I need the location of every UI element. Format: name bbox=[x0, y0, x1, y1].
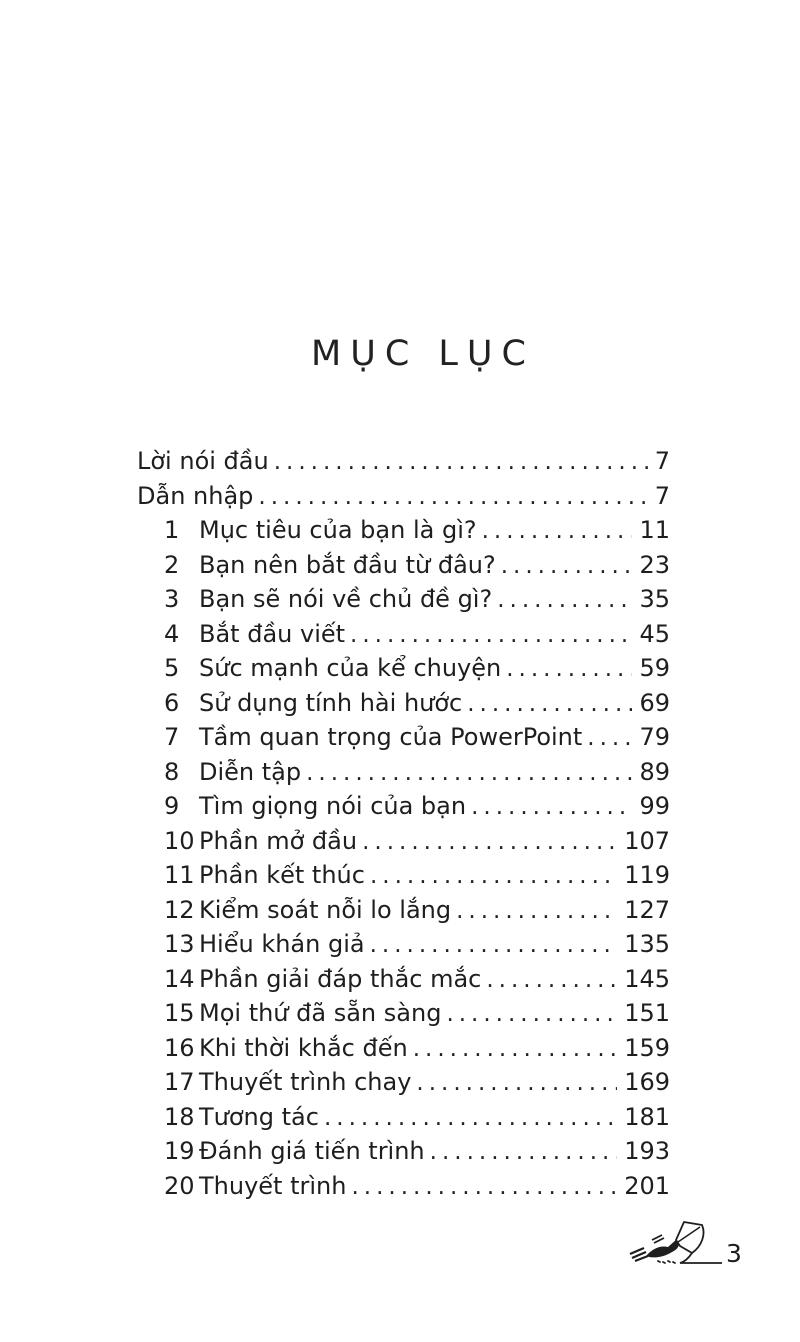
chapter-page-number: 45 bbox=[639, 619, 670, 648]
toc-entry bbox=[137, 1031, 670, 1066]
page-footer bbox=[628, 1216, 748, 1268]
running-figure-doodle-icon bbox=[628, 1218, 724, 1268]
chapter-number: 13 bbox=[164, 930, 195, 958]
dot-leader bbox=[466, 790, 632, 825]
toc-entry bbox=[137, 858, 670, 893]
chapter-number: 5 bbox=[164, 654, 180, 682]
chapter-title: Diễn tập bbox=[199, 757, 302, 786]
toc-entry bbox=[137, 927, 670, 962]
toc-entry bbox=[137, 996, 670, 1031]
chapter-title: Mục tiêu của bạn là gì? bbox=[199, 516, 477, 544]
chapter-page-number: 181 bbox=[624, 1102, 670, 1131]
chapter-title: Tương tác bbox=[199, 1102, 319, 1131]
chapter-number: 19 bbox=[164, 1137, 195, 1165]
chapter-page-number: 159 bbox=[624, 1033, 670, 1062]
chapter-page-number: 11 bbox=[639, 516, 670, 544]
chapter-title: Mọi thứ đã sẵn sàng bbox=[199, 999, 442, 1027]
toc-entry bbox=[137, 548, 670, 583]
chapter-page-number: 35 bbox=[639, 585, 670, 613]
chapter-number: 4 bbox=[164, 619, 180, 648]
chapter-title: Tìm giọng nói của bạn bbox=[199, 792, 467, 820]
chapter-number: 2 bbox=[164, 550, 180, 579]
toc-entry bbox=[137, 1100, 670, 1135]
dot-leader bbox=[269, 445, 648, 480]
chapter-number: 16 bbox=[164, 1033, 195, 1062]
chapter-page-number: 79 bbox=[639, 723, 670, 751]
table-of-contents bbox=[137, 444, 670, 1203]
toc-entry bbox=[137, 1134, 670, 1169]
chapter-page-number: 127 bbox=[624, 895, 670, 924]
chapter-title: Lời nói đầu bbox=[137, 447, 269, 475]
toc-entry bbox=[137, 789, 670, 824]
chapter-number: 11 bbox=[164, 861, 195, 889]
toc-entry bbox=[137, 720, 670, 755]
chapter-number: 9 bbox=[164, 792, 180, 820]
dot-leader bbox=[425, 1135, 618, 1170]
chapter-number: 6 bbox=[164, 688, 180, 717]
chapter-title: Kiểm soát nỗi lo lắng bbox=[199, 895, 452, 924]
chapter-page-number: 145 bbox=[624, 964, 670, 993]
toc-entry bbox=[137, 1065, 670, 1100]
dot-leader bbox=[492, 583, 632, 618]
chapter-page-number: 151 bbox=[624, 999, 670, 1027]
toc-entry bbox=[137, 1169, 670, 1204]
chapter-title: Đánh giá tiến trình bbox=[199, 1137, 425, 1165]
toc-entry bbox=[137, 686, 670, 721]
chapter-number: 3 bbox=[164, 585, 180, 613]
toc-entry bbox=[137, 479, 670, 514]
chapter-title: Phần mở đầu bbox=[199, 826, 358, 855]
chapter-page-number: 69 bbox=[639, 688, 670, 717]
dot-leader bbox=[451, 894, 617, 929]
chapter-title: Bắt đầu viết bbox=[199, 619, 346, 648]
chapter-number: 1 bbox=[164, 516, 180, 544]
dot-leader bbox=[346, 1170, 617, 1205]
chapter-title: Bạn nên bắt đầu từ đâu? bbox=[199, 550, 496, 579]
chapter-title: Thuyết trình bbox=[199, 1171, 347, 1200]
chapter-page-number: 23 bbox=[639, 550, 670, 579]
toc-entry bbox=[137, 893, 670, 928]
chapter-page-number: 193 bbox=[624, 1137, 670, 1165]
dot-leader bbox=[462, 687, 632, 722]
chapter-title: Dẫn nhập bbox=[137, 481, 254, 510]
dot-leader bbox=[319, 1101, 617, 1136]
chapter-number: 14 bbox=[164, 964, 195, 993]
dot-leader bbox=[365, 928, 618, 963]
dot-leader bbox=[365, 859, 617, 894]
toc-entry bbox=[137, 513, 670, 548]
chapter-title: Bạn sẽ nói về chủ đề gì? bbox=[199, 585, 493, 613]
dot-leader bbox=[411, 1066, 617, 1101]
page-title: MỤC LỤC bbox=[311, 334, 535, 374]
chapter-number: 18 bbox=[164, 1102, 195, 1131]
chapter-page-number: 59 bbox=[639, 654, 670, 682]
chapter-title: Khi thời khắc đến bbox=[199, 1033, 408, 1062]
chapter-page-number: 107 bbox=[624, 826, 670, 855]
folio-page-number: 3 bbox=[726, 1239, 742, 1268]
dot-leader bbox=[501, 652, 632, 687]
chapter-title: Thuyết trình chay bbox=[199, 1068, 412, 1096]
chapter-title: Sử dụng tính hài hước bbox=[199, 688, 463, 717]
chapter-page-number: 119 bbox=[624, 861, 670, 889]
chapter-page-number: 169 bbox=[624, 1068, 670, 1096]
chapter-number: 17 bbox=[164, 1068, 195, 1096]
dot-leader bbox=[481, 963, 617, 998]
toc-entry bbox=[137, 962, 670, 997]
chapter-page-number: 135 bbox=[624, 930, 670, 958]
chapter-page-number: 7 bbox=[654, 481, 670, 510]
chapter-number: 20 bbox=[164, 1171, 195, 1200]
dot-leader bbox=[477, 514, 633, 549]
chapter-number: 10 bbox=[164, 826, 195, 855]
toc-entry bbox=[137, 651, 670, 686]
chapter-title: Tầm quan trọng của PowerPoint bbox=[199, 723, 583, 751]
chapter-number: 7 bbox=[164, 723, 180, 751]
chapter-page-number: 89 bbox=[639, 757, 670, 786]
chapter-title: Phần giải đáp thắc mắc bbox=[199, 964, 482, 993]
chapter-title: Hiểu khán giả bbox=[199, 930, 365, 958]
chapter-title: Phần kết thúc bbox=[199, 861, 365, 889]
toc-entry bbox=[137, 824, 670, 859]
dot-leader bbox=[253, 480, 647, 515]
dot-leader bbox=[496, 549, 633, 584]
chapter-number: 12 bbox=[164, 895, 195, 924]
dot-leader bbox=[408, 1032, 617, 1067]
chapter-number: 15 bbox=[164, 999, 195, 1027]
dot-leader bbox=[441, 997, 617, 1032]
chapter-title: Sức mạnh của kể chuyện bbox=[199, 654, 502, 682]
toc-entry bbox=[137, 444, 670, 479]
toc-entry bbox=[137, 582, 670, 617]
dot-leader bbox=[301, 756, 632, 791]
toc-entry bbox=[137, 755, 670, 790]
dot-leader bbox=[582, 721, 632, 756]
chapter-page-number: 99 bbox=[639, 792, 670, 820]
dot-leader bbox=[345, 618, 632, 653]
toc-entry bbox=[137, 617, 670, 652]
chapter-number: 8 bbox=[164, 757, 180, 786]
dot-leader bbox=[357, 825, 617, 860]
chapter-page-number: 7 bbox=[654, 447, 670, 475]
chapter-page-number: 201 bbox=[624, 1171, 670, 1200]
